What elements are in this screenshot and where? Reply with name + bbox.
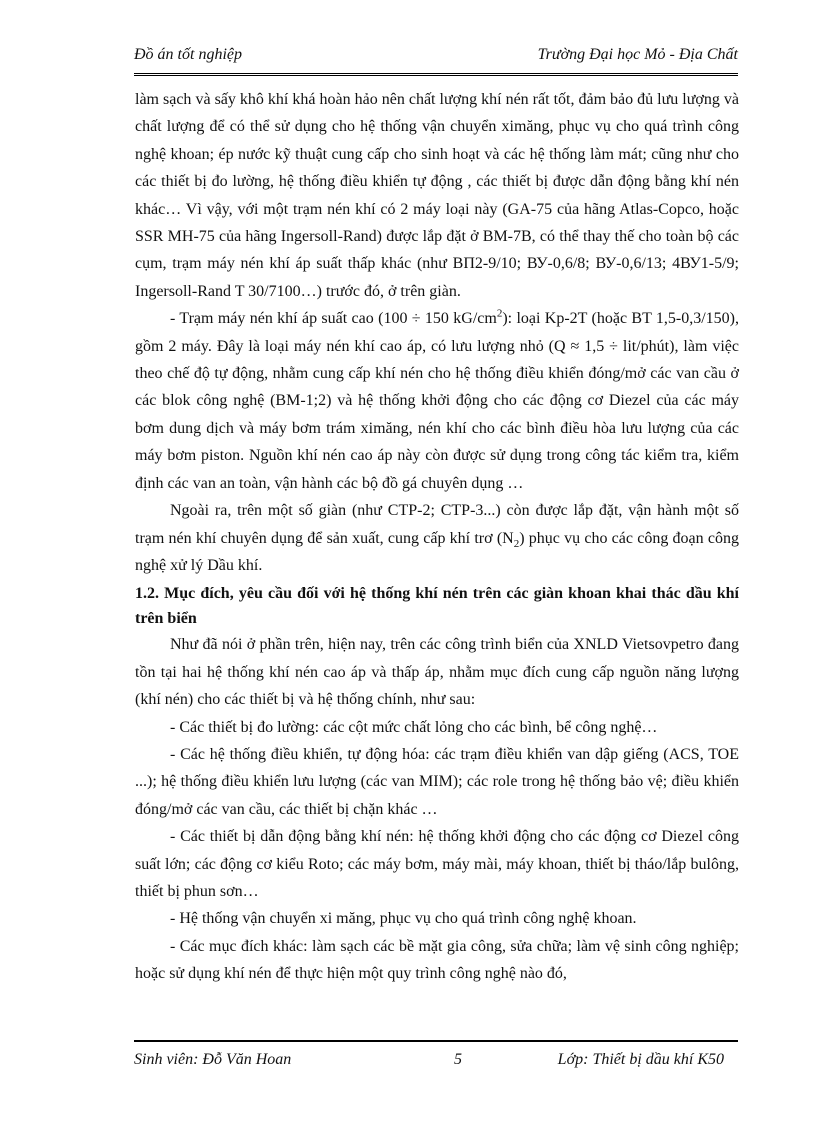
list-item-measurement: - Các thiết bị đo lường: các cột mức chất lỏng cho các bình, bể công nghệ… <box>170 718 658 736</box>
page-header <box>134 46 738 72</box>
paragraph-high-pressure-station <box>135 305 739 497</box>
list-item-control-systems: - Các hệ thống điều khiển, tự động hóa: các trạm điều khiển van dập giếng (ACS, TOE ...); hệ thống điều khiển lưu lượng (các van MIM); các role trong hệ thống bảo vệ; điều khiển đóng/mở các van cầu, các thiết bị chặn khác … <box>135 745 739 818</box>
paragraph-intro-purposes: Như đã nói ở phần trên, hiện nay, trên các công trình biển của XNLD Vietsovpetro đang tồn tại hai hệ thống khí nén cao áp và thấp áp, nhằm mục đích cung cấp nguồn năng lượng (khí nén) cho các thiết bị và hệ thống chính, như sau: <box>135 636 739 709</box>
p2-superscript: 2 <box>496 307 503 320</box>
p3-text-b: ) phục vụ cho các công đoạn công nghệ xử lý Dầu khí. <box>135 529 739 574</box>
section-heading-1-2: 1.2. Mục đích, yêu cầu đối với hệ thống khí nén trên các giàn khoan khai thác dầu khí trên biển <box>135 585 739 628</box>
page-footer <box>134 1051 738 1073</box>
p3-subscript: 2 <box>513 537 520 550</box>
list-item-cement-transport: - Hệ thống vận chuyển xi măng, phục vụ cho quá trình công nghệ khoan. <box>170 910 637 928</box>
paragraph-low-pressure-station: làm sạch và sấy khô khí khá hoàn hảo nên chất lượng khí nén rất tốt, đảm bảo đủ lưu lượng và chất lượng để có thể sử dụng cho hệ thống vận chuyển ximăng, phục vụ cho quá trình công nghệ khoan; ép nước kỹ thuật cung cấp cho sinh hoạt và các hệ thống làm mát; cũng như cho các thiết bị đo lường, hệ thống điều khiển tự động , các thiết bị được dẫn động bằng khí nén khác… Vì vậy, với một trạm nén khí có 2 máy loại này (GA-75 của hãng Atlas-Copco, hoặc SSR MH-75 của hãng Ingersoll-Rand) được lắp đặt ở BM-7B, có thể thay thế cho toàn bộ các cụm, trạm máy nén khí áp suất thấp khác (như ВП2-9/10; ВУ-0,6/8; ВУ-0,6/13; 4ВУ1-5/9; Ingersoll-Rand T 30/7100…) trước đó, ở trên giàn. <box>135 91 739 300</box>
footer-page-number: 5 <box>454 1051 462 1068</box>
list-item-pneumatic-drives: - Các thiết bị dẫn động bằng khí nén: hệ thống khởi động cho các động cơ Diezel công suất lớn; các động cơ kiểu Roto; các máy bơm, máy mài, máy khoan, thiết bị tháo/lắp bulông, thiết bị phun sơn… <box>135 828 739 900</box>
p3-text-a: Ngoài ra, trên một số giàn (như CTP-2; CTP-3...) còn được lắp đặt, vận hành một số trạm nén khí chuyên dụng để sản xuất, cung cấp khí trơ (N <box>135 502 739 547</box>
footer-student: Sinh viên: Đỗ Văn Hoan <box>134 1051 292 1068</box>
footer-class: Lớp: Thiết bị dầu khí K50 <box>557 1051 724 1068</box>
p2-text-a: - Trạm máy nén khí áp suất cao (100 ÷ 150 kG/cm <box>170 310 497 328</box>
footer-divider <box>134 1040 738 1042</box>
header-document-type: Đồ án tốt nghiệp <box>134 46 242 63</box>
list-item-other-purposes: - Các mục đích khác: làm sạch các bề mặt gia công, sửa chữa; làm vệ sinh công nghiệp; hoặc sử dụng khí nén để thực hiện một quy trình công nghệ nào đó, <box>135 937 739 983</box>
page-body <box>135 86 739 988</box>
header-university: Trường Đại học Mỏ - Địa Chất <box>537 46 738 63</box>
paragraph-nitrogen-stations <box>135 497 739 579</box>
p2-text-b: ): loại Kp-2T (hoặc BT 1,5-0,3/150), gồm 2 máy. Đây là loại máy nén khí cao áp, có lưu lượng nhỏ (Q ≈ 1,5 ÷ lit/phút), làm việc theo chế độ tự động, nhằm cung cấp khí nén cho hệ thống điều khiển đóng/mở các van cầu ở các blok công nghệ (BM-1;2) và hệ thống khởi động cho các động cơ Diezel của các máy bơm dung dịch và máy bơm trám ximăng, nén khí cho các bình điều hòa lưu lượng của các máy bơm piston. Nguồn khí nén cao áp này còn được sử dụng trong công tác kiểm tra, kiểm định các van an toàn, vận hành các bộ đồ gá chuyên dụng … <box>135 310 740 492</box>
header-divider <box>134 73 738 76</box>
